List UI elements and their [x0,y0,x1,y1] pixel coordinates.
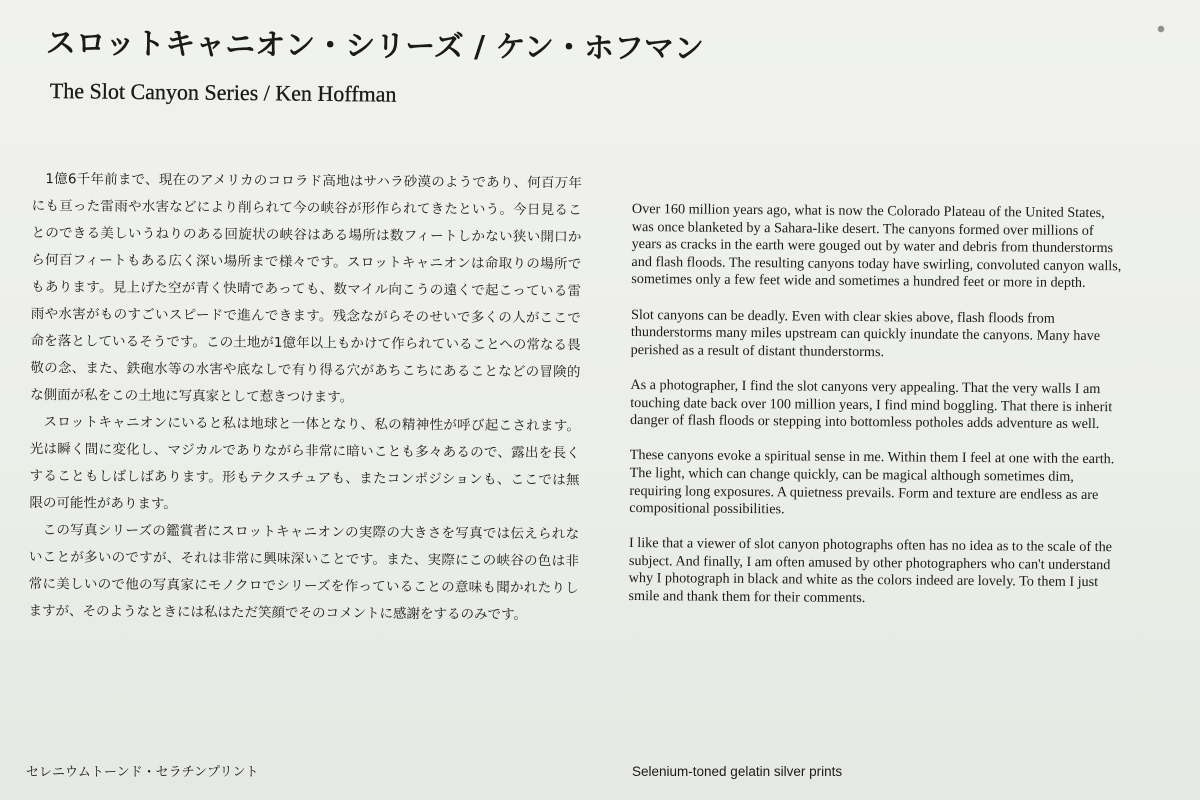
english-paragraph: As a photographer, I find the slot canyons very appealing. That the very walls I am touching date back over 100 million years, I find mind boggling. That there is inherit danger of flash floods or stepping into bottomless potholes adds adventure as well. [630,376,1113,433]
japanese-paragraph: この写真シリーズの鑑賞者にスロットキャニオンの実際の大きさを写真では伝えられないことが多いのですが、それは非常に興味深いことです。また、実際にこの峡谷の色は非常に美しいので他の写真家にモノクロでシリーズを作っていることの意味も聞かれたりしますが、そのようなときには私はただ笑顔でそのコメントに感謝をするのみです。 [28,522,580,623]
english-paragraph: Slot canyons can be deadly. Even with clear skies above, flash floods from thunderstorms many miles upstream can quickly inundate the canyons. Many have perished as a result of distant thunderstorms. [630,306,1101,360]
page-title-japanese: スロットキャニオン・シリーズ / ケン・ホフマン [45,25,705,67]
page-title-english: The Slot Canyon Series / Ken Hoffman [49,78,397,107]
japanese-description [28,166,582,629]
japanese-paragraph: 1億6千年前まで、現在のアメリカのコロラド高地はサハラ砂漠のようであり、何百万年にも亘った雷雨や水害などにより削られて今の峡谷が形作られてきたという。今日見ることのできる美しいうねりのある回旋状の峡谷はある場所は数フィートしかない狭い開口から何百フィートもある広く深い場所まで様々です。スロットキャニオンは命取りの場所でもあります。見上げた空が青く快晴であっても、数マイル向こうの遠くで起こっている雷雨や水害がものすごいスピードで進んできます。残念ながらそのせいで多くの人がここで命を落としているそうです。この土地が1億年以上もかけて作られていることへの常なる畏敬の念、また、鉄砲水等の水害や底なしで有り得る穴があちこちにあることなどの冒険的な側面が私をこの土地に写真家として惹きつけます。 [30,171,582,406]
english-paragraph: I like that a viewer of slot canyon photographs often has no idea as to the scale of the subject. And finally, I am often amused by other photographers who can't understand why I photograph in black and white as the colors indeed are lovely. To them I just smile and thank them for their comments. [628,535,1113,607]
english-paragraph: Over 160 million years ago, what is now the Colorado Plateau of the United States, was once blanketed by a Sahara-like desert. The canyons formed over millions of years as cracks in the earth were gouged out by water and debris from thunderstorms and flash floods. The resulting canyons today have swirling, convoluted canyon walls, sometimes only a few feet wide and sometimes a hundred feet or more in depth. [631,201,1122,292]
japanese-paragraph: スロットキャニオンにいると私は地球と一体となり、私の精神性が呼び起こされます。光は瞬く間に変化し、マジカルでありながら非常に暗いことも多々あるので、露出を長くすることもしばしばあります。形もテクスチュアも、またコンポジションも、ここでは無限の可能性があります。 [29,414,581,513]
mounting-screw [1158,26,1164,32]
print-caption-english: Selenium-toned gelatin silver prints [632,764,843,779]
print-caption-japanese: セレニウムトーンド・セラチンプリント [26,765,259,780]
english-description [628,201,1124,628]
english-paragraph: These canyons evoke a spiritual sense in me. Within them I feel at one with the earth. The light, which can change quickly, can be magical although sometimes dim, requiring long exposures. A quietness prevails. Form and texture are endless as are compositional possibilities. [629,447,1115,518]
